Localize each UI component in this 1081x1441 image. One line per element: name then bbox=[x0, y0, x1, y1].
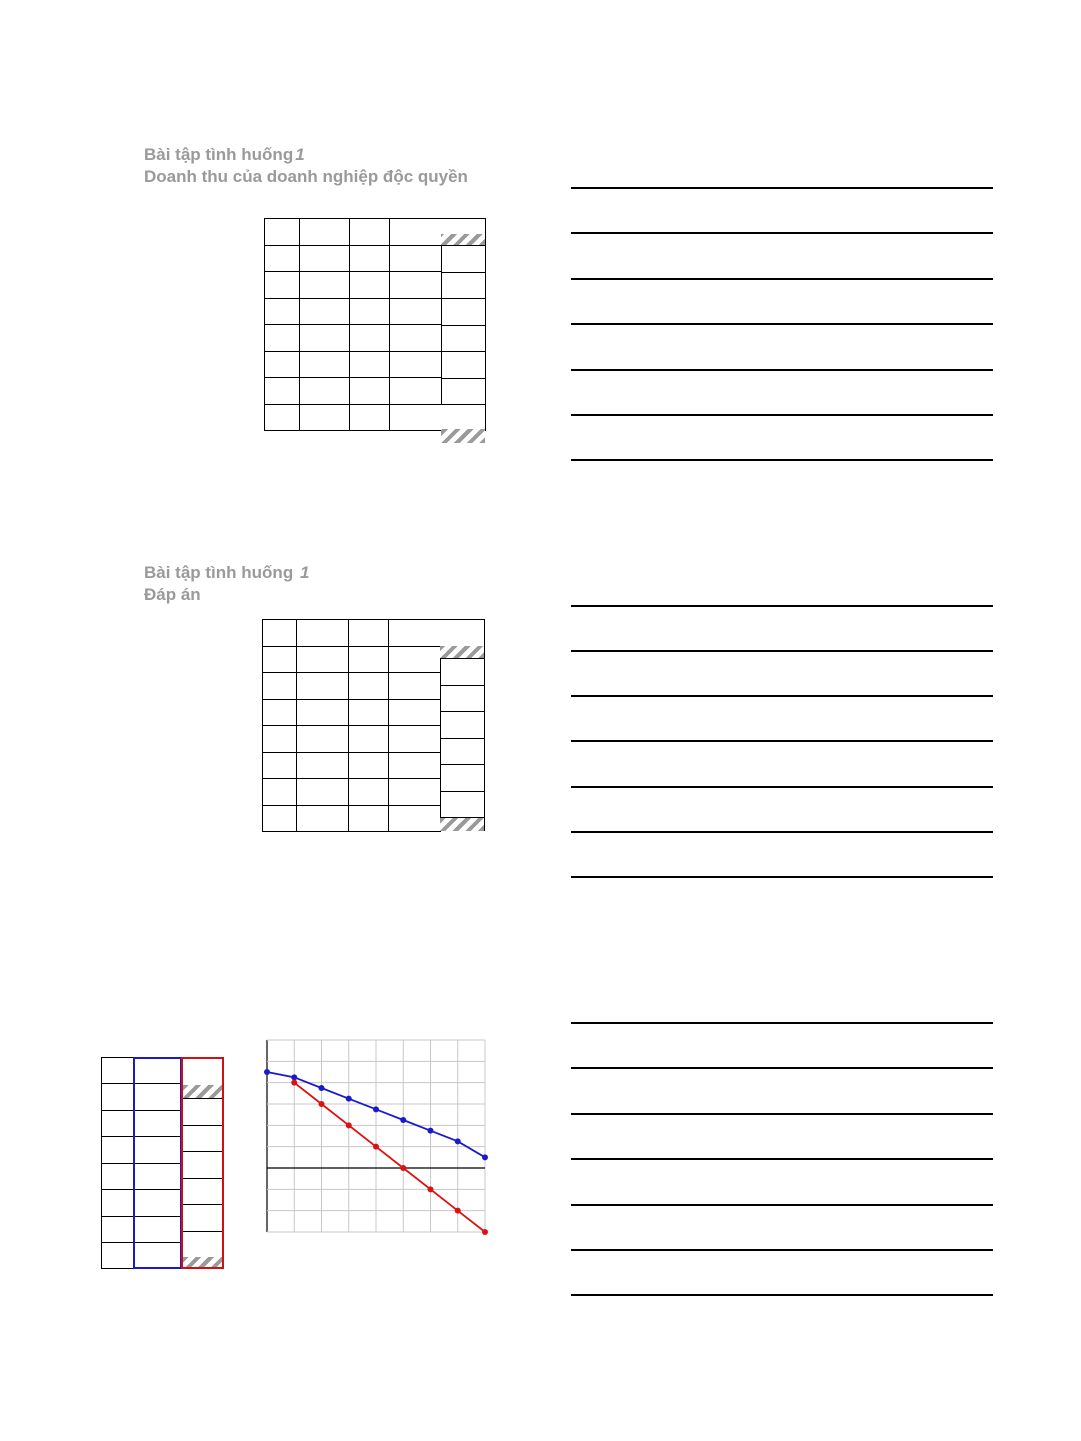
chart-point-0 bbox=[346, 1096, 352, 1102]
chart-point-0 bbox=[428, 1128, 434, 1134]
slide-3-red-column bbox=[181, 1057, 224, 1269]
chart-point-0 bbox=[482, 1154, 488, 1160]
chart-point-1 bbox=[346, 1122, 352, 1128]
chart-point-1 bbox=[373, 1144, 379, 1150]
chart-point-0 bbox=[455, 1138, 461, 1144]
chart-point-0 bbox=[264, 1069, 270, 1075]
chart-point-0 bbox=[373, 1106, 379, 1112]
chart-point-1 bbox=[319, 1101, 325, 1107]
slide-2-offset-column bbox=[440, 619, 485, 831]
slide-1-subtitle: Doanh thu của doanh nghiệp độc quyền bbox=[144, 167, 468, 186]
slide-1-table bbox=[264, 218, 442, 431]
slide-1-title-line1: Bài tập tình huống bbox=[144, 145, 294, 164]
slide-3-blue-column bbox=[133, 1057, 182, 1269]
slide-2-title bbox=[144, 562, 309, 606]
slide-2-table bbox=[262, 619, 441, 832]
chart-point-1 bbox=[455, 1208, 461, 1214]
chart-point-1 bbox=[428, 1186, 434, 1192]
slide-2-title-line1: Bài tập tình huống bbox=[144, 563, 294, 582]
chart-point-0 bbox=[400, 1117, 406, 1123]
slide-3-table bbox=[101, 1057, 224, 1269]
chart-point-0 bbox=[319, 1085, 325, 1091]
chart-point-1 bbox=[400, 1165, 406, 1171]
slide-2-title-number: 1 bbox=[299, 563, 310, 582]
slide-3-chart bbox=[262, 1036, 488, 1236]
slide-2-subtitle: Đáp án bbox=[144, 585, 201, 604]
chart-grid bbox=[267, 1040, 485, 1232]
slide-1-offset-column bbox=[441, 218, 486, 431]
chart-point-1 bbox=[482, 1229, 488, 1235]
slide-1-title-number: 1 bbox=[295, 145, 305, 164]
chart-point-0 bbox=[291, 1074, 297, 1080]
slide-1-title bbox=[144, 144, 468, 188]
chart-point-1 bbox=[291, 1080, 297, 1086]
